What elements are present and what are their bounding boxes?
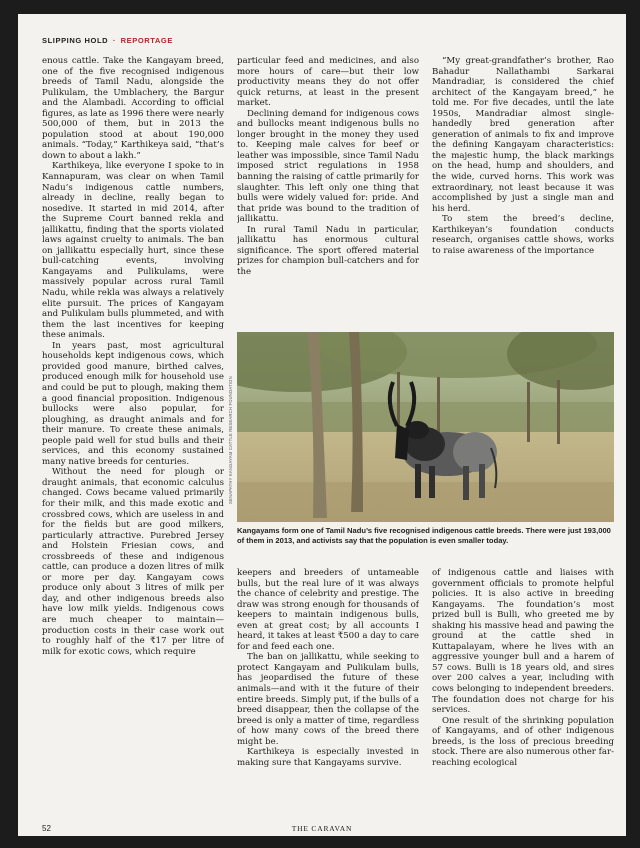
paragraph: of indigenous cattle and liaises with government officials to promote helpful policies. It is also active in breeding Kangayams. The foundation’s most prized bull is Bulli, who greeted me by shaking his massive head and pawing the ground at the cattle shed in Kuttapalayam, where he lives with an aggressive younger bull and a harem of 57 cows. Bulli is 18 years old, and sires over 200 calves a year, including with cows belonging to independent breeders. The foundation does not charge for his services. — [432, 568, 614, 716]
magazine-page — [18, 14, 626, 836]
column-2-bottom — [237, 568, 419, 792]
paragraph: particular feed and medicines, and also more hours of care—but their low productivity means they do not offer quick returns, at least in the present market. — [237, 56, 419, 109]
magazine-name: THE CARAVAN — [291, 824, 353, 833]
paragraph: One result of the shrinking population of Kangayams, and of other indigenous breeds, is the loss of precious breeding stock. There are also numerous other far-reaching ecological — [432, 715, 614, 768]
paragraph: Without the need for plough or draught animals, that economic calculus changed. Cows became valued primarily for their milk, and this made exotic and crossbred cows, which are useless in and for the fields but are good milkers, particularly attractive. Purebred Jersey and Holstein Friesian cows, and crossbreeds of these and indigenous cattle, can produce a dozen litres of milk or more per day. Kangayam cows produce only about 3 litres of milk per day, and other indigenous breeds also have low milk yields. Indigenous cows are much cheaper to maintain—production costs in their case work out to roughly half of the ₹17 per litre of milk for exotic cows, which require — [42, 467, 224, 657]
paragraph: In years past, most agricultural households kept indigenous cows, which provided good manure, birthed calves, produced enough milk for household use and could be put to plough, making them a good financial proposition. Indigenous bullocks were also popular, for ploughing, as draught animals and for their manure. To create these animals, people paid well for stud bulls and their services, and this economy sustained many native breeds for centuries. — [42, 340, 224, 467]
paragraph: “My great-grandfather’s brother, Rao Bahadur Nallathambi Sarkarai Mandradiar, is considered the chief architect of the Kangayam breed,” he told me. For five decades, until the late 1950s, Mandradiar almost single-handedly bred generation after generation of animals to fix and improve the defining Kangayam characteristics: the majestic hump, the black markings on the head, hump and shoulders, and the wide, curved horns. This work was extraordinary, not least because it was accomplished by just a single man and his herd. — [432, 56, 614, 214]
column-2-top — [237, 56, 419, 328]
paragraph: In rural Tamil Nadu in particular, jallikattu has enormous cultural significance. The sport offered material prizes for champion bull-catchers and for the — [237, 224, 419, 277]
photo-credit: SENAPATHY KANGAYAM CATTLE RESEARCH FOUNDATION — [228, 376, 233, 504]
running-head — [42, 36, 173, 45]
paragraph: Karthikeya is especially invested in making sure that Kangayams survive. — [237, 747, 419, 768]
kangayam-bull-photo — [237, 332, 614, 522]
paragraph: The ban on jallikattu, while seeking to protect Kangayam and Pulikulam bulls, has jeopardised the future of these animals—and with it the future of their entire breeds. Simply put, if the bulls of a breed disappear, then the collapse of the breed is only a matter of time, regardless of how many cows of the breed there might be. — [237, 652, 419, 747]
paragraph: Declining demand for indigenous cows and bullocks meant indigenous bulls no longer brought in the money they used to. Keeping male calves for beef or leather was impossible, since Tamil Nadu imposed strict regulations in 1958 banning the raising of cattle primarily for slaughter. This left only one thing that bulls were widely valued for: pride. And that pride was bound to the tradition of jallikattu. — [237, 108, 419, 225]
column-3-top — [432, 56, 614, 328]
column-1 — [42, 56, 224, 792]
column-3-bottom — [432, 568, 614, 792]
paragraph: To stem the breed’s decline, Karthikeyan’s foundation conducts research, organises cattle shows, works to raise awareness of the importance — [432, 214, 614, 256]
paragraph: keepers and breeders of untameable bulls, but the real lure of it was always the chance of celebrity and prestige. The draw was strong enough for thousands of keepers to maintain indigenous bulls, even at great cost; by all accounts I heard, it takes at least ₹500 a day to care for and feed each one. — [237, 568, 419, 652]
paragraph: enous cattle. Take the Kangayam breed, one of the five recognised indigenous breeds of Tamil Nadu, alongside the Pulikulam, the Umblachery, the Bargur and the Alambadi. According to official figures, as late as 1996 there were nearly 500,000 of them, but in 2013 the population stood at about 190,000 animals. “Today,” Karthikeya said, “that’s down to about a lakh.” — [42, 56, 224, 161]
photo-caption: Kangayams form one of Tamil Nadu’s five recognised indigenous cattle breeds. There were just 193,000 of them in 2013, and activists say that the population is even smaller today. — [237, 526, 611, 545]
photo-illustration — [237, 332, 614, 522]
running-head-title: SLIPPING HOLD — [42, 36, 109, 45]
running-head-separator: · — [112, 36, 116, 45]
running-head-section: REPORTAGE — [120, 36, 173, 45]
page-number: 52 — [42, 824, 51, 833]
paragraph: Karthikeya, like everyone I spoke to in Kannapuram, was clear on when Tamil Nadu’s indigenous cattle numbers, already in decline, really began to nosedive. It started in mid 2014, after the Supreme Court banned rekla and jallikattu, finding that the sports violated laws against cruelty to animals. The ban on jallikattu especially hurt, since these bull-catching events, involving Kangayams and Pulikulams, were massively popular across rural Tamil Nadu, while rekla was always a relatively elite pursuit. The prices of Kangayam and Pulikulam bulls plummeted, and with them the last incentives for keeping these animals. — [42, 161, 224, 341]
